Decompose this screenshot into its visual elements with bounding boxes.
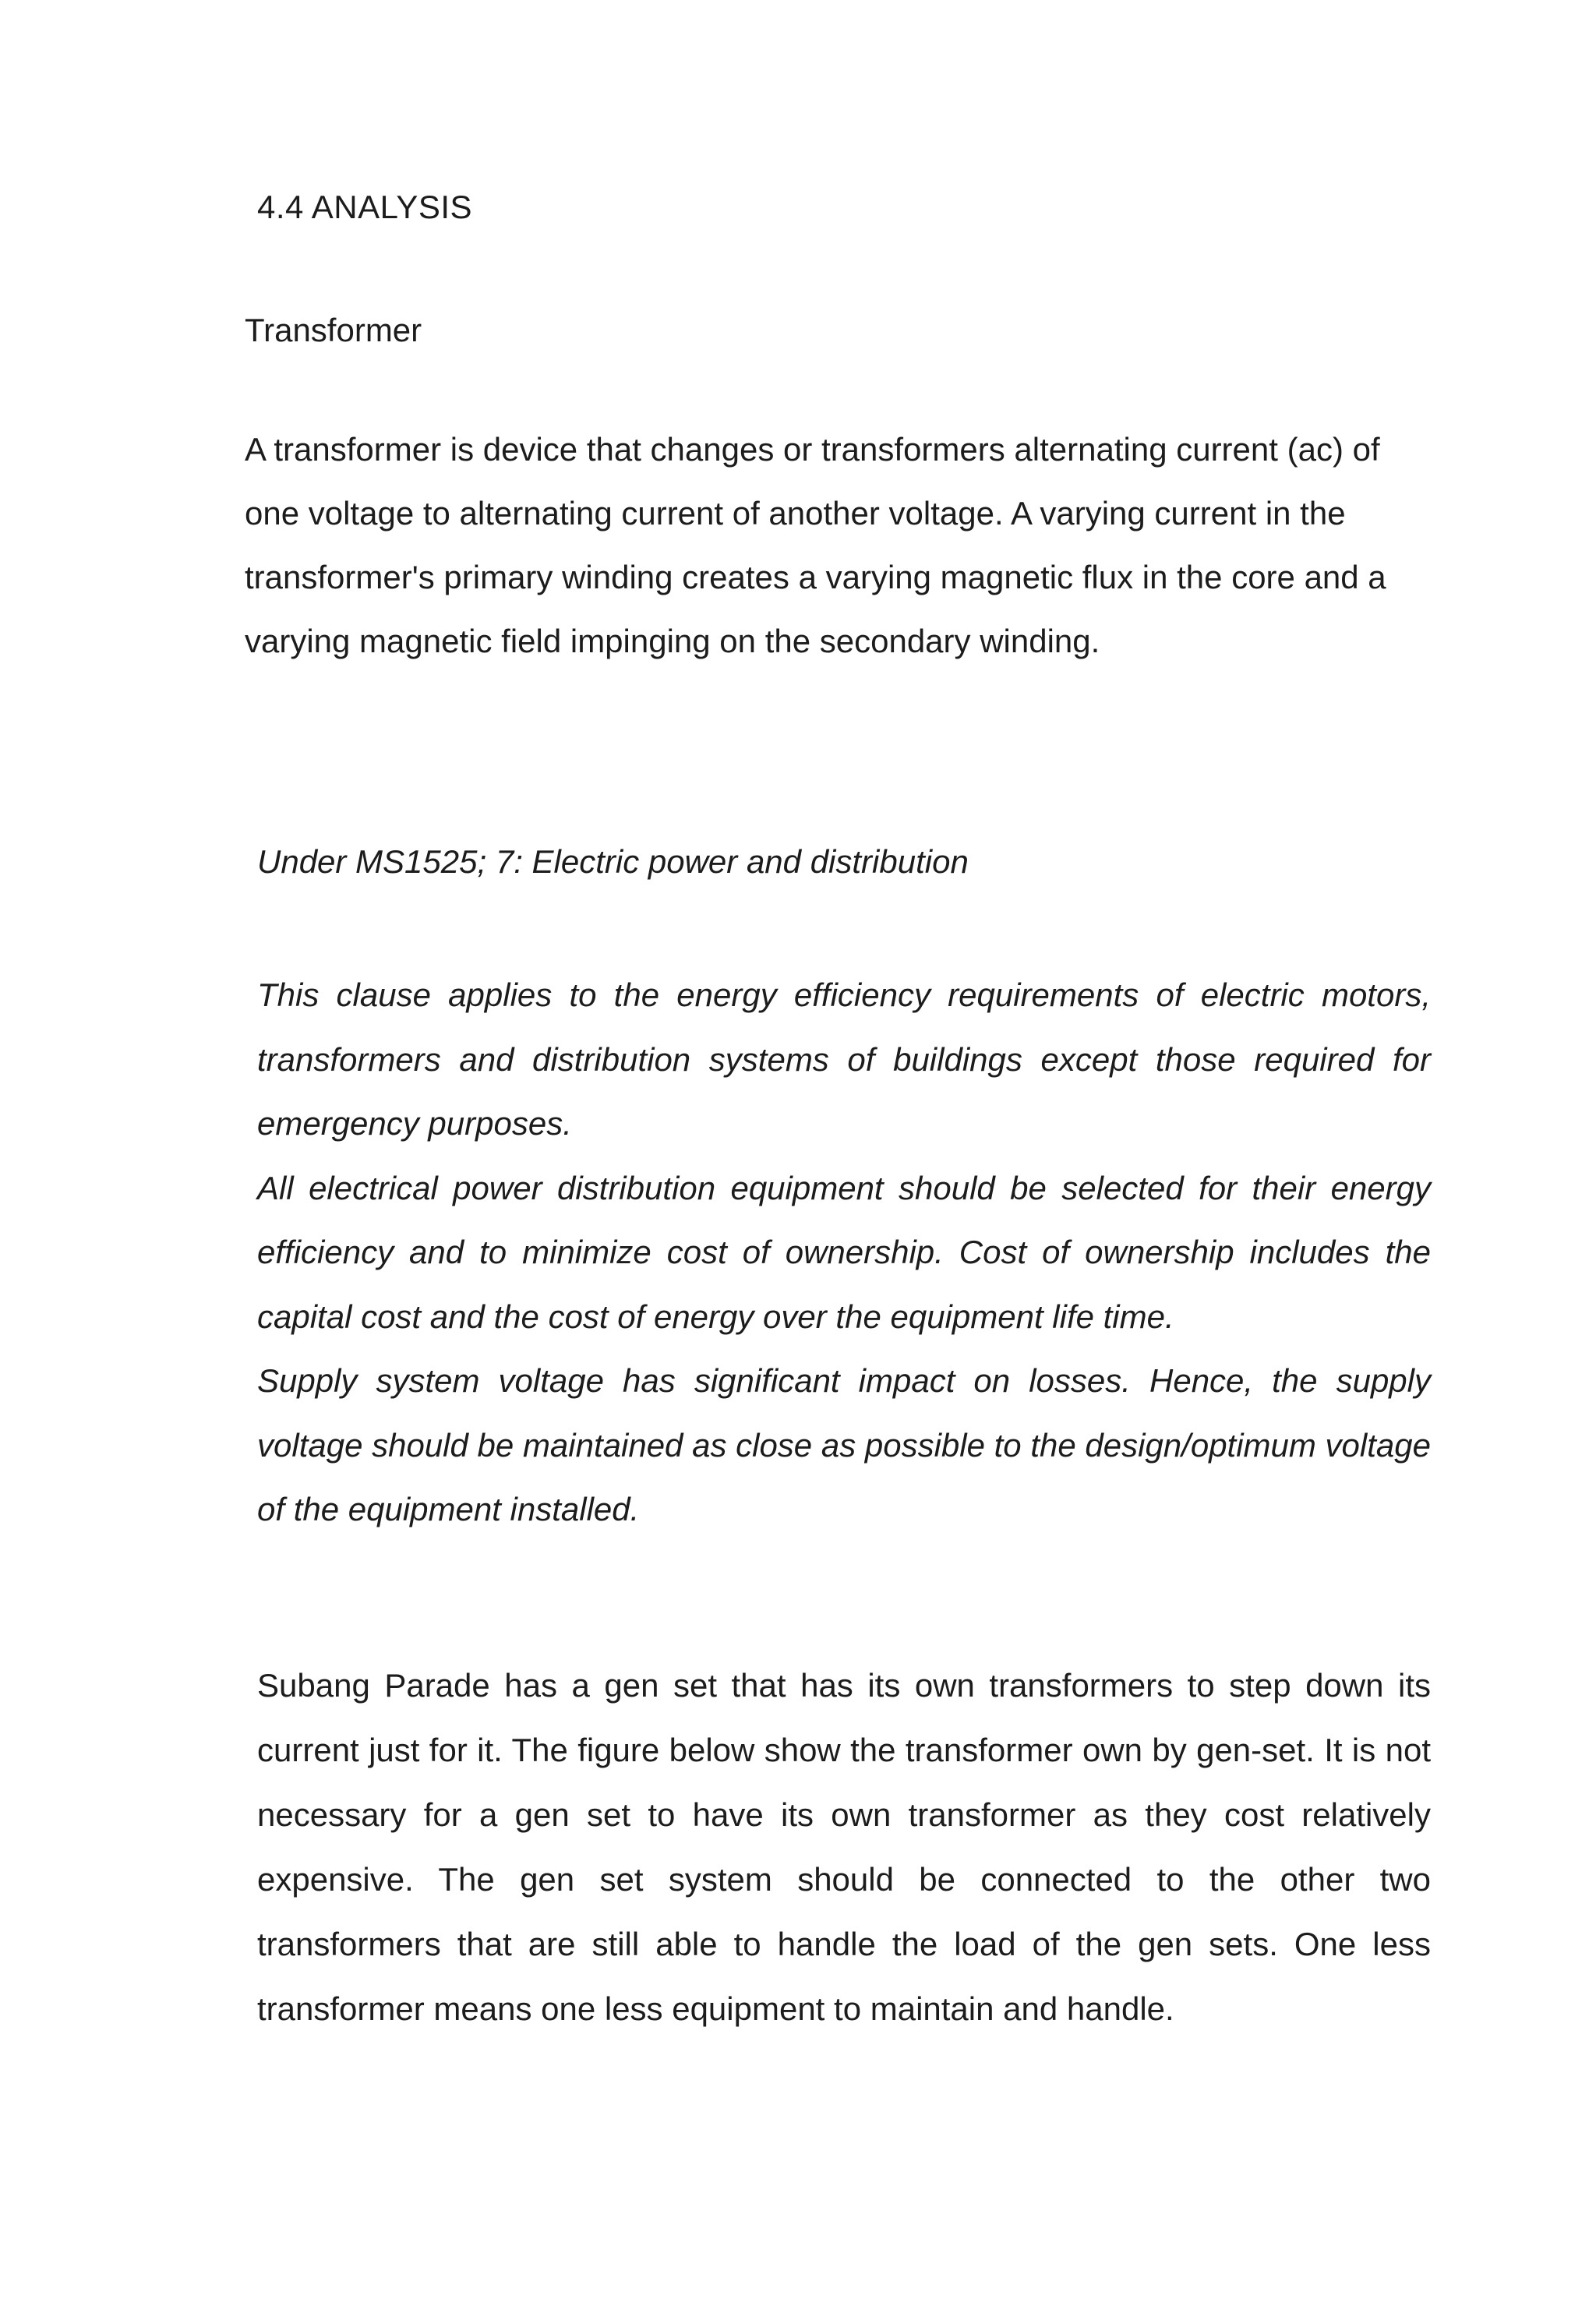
clause-paragraph-equipment: All electrical power distribution equipment should be selected for their energy efficiency and to minimize cost of ownership. Cost of ownership includes the capital cost and the cost of energy over the equipment life time. bbox=[257, 1169, 1431, 1335]
transformer-definition-paragraph: A transformer is device that changes or transformers alternating current (ac) of one voltage to alternating current of another voltage. A varying current in the transformer's primary winding creates a varying magnetic flux in the core and a varying magnetic field impinging on the secondary winding. bbox=[245, 431, 1386, 659]
transformer-subheading: Transformer bbox=[245, 312, 422, 348]
clause-paragraph-scope: This clause applies to the energy efficiency requirements of electric motors, transformers and distribution systems of buildings except those required for emergency purposes. bbox=[257, 976, 1431, 1142]
analysis-paragraph: Subang Parade has a gen set that has its own transformers to step down its current just for it. The figure below show the transformer own by gen-set. It is not necessary for a gen set to have its own transformer as they cost relatively expensive. The gen set system should be connected to the other two transformers that are still able to handle the load of the gen sets. One less transformer means one less equipment to maintain and handle. bbox=[257, 1667, 1431, 2027]
clause-title: Under MS1525; 7: Electric power and distribution bbox=[257, 843, 969, 880]
clause-paragraph-voltage: Supply system voltage has significant impact on losses. Hence, the supply voltage should be maintained as close as possible to the design/optimum voltage of the equipment installed. bbox=[257, 1362, 1431, 1527]
clause-body bbox=[257, 963, 1431, 1542]
section-heading: 4.4 ANALYSIS bbox=[257, 189, 473, 225]
